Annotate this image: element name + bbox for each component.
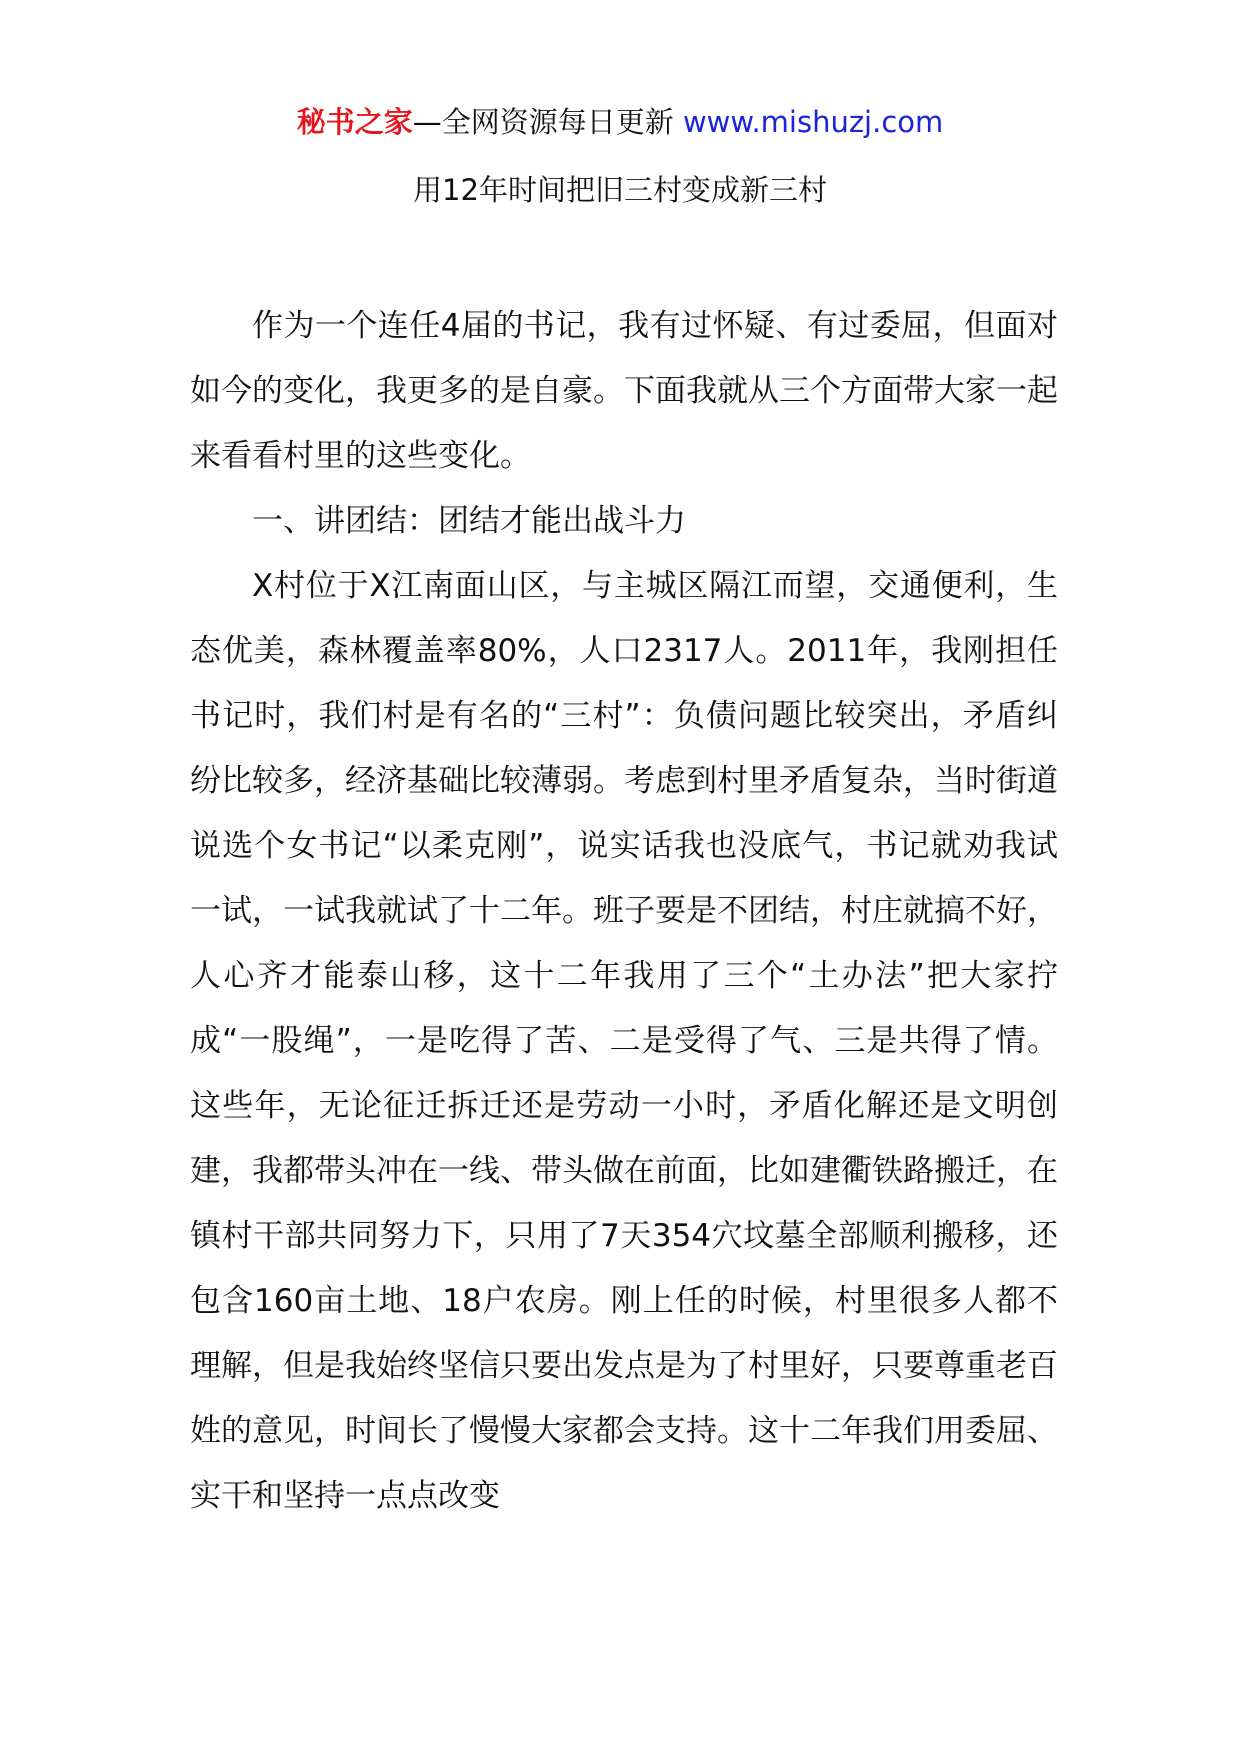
section-heading: 一、讲团结：团结才能出战斗力 bbox=[252, 503, 686, 539]
document-title: 用12年时间把旧三村变成新三村 bbox=[413, 173, 827, 207]
body-paragraph: X村位于X江南面山区，与主城区隔江而望，交通便利，生态优美，森林覆盖率80%，人口2317人。2011年，我刚担任书记时，我们村是有名的“三村”：负债问题比较突出，矛盾纠纷比较多，经济基础比较薄弱。考虑到村里矛盾复杂，当时街道说选个女书记“以柔克刚”，说实话我也没底气，书记就劝我试一试，一试我就试了十二年。班子要是不团结，村庄就搞不好，人心齐才能泰山移，这十二年我用了三个“土办法”把大家拧成“一股绳”，一是吃得了苦、二是受得了气、三是共得了情。这些年，无论征迁拆迁还是劳动一小时，矛盾化解还是文明创建，我都带头冲在一线、带头做在前面，比如建衢铁路搬迁，在镇村干部共同努力下，只用了7天354穴坟墓全部顺利搬移，还包含160亩土地、18户农房。刚上任的时候，村里很多人都不理解，但是我始终坚信只要出发点是为了村里好，只要尊重老百姓的意见，时间长了慢慢大家都会支持。这十二年我们用委屈、实干和坚持一点点改变 bbox=[190, 568, 1058, 1514]
site-header bbox=[0, 102, 1240, 142]
brand-name: 秘书之家 bbox=[296, 105, 413, 139]
header-tagline: —全网资源每日更新 bbox=[412, 105, 674, 139]
site-url-link[interactable]: www.mishuzj.com bbox=[682, 105, 944, 139]
document-body bbox=[190, 294, 1058, 1529]
intro-paragraph: 作为一个连任4届的书记，我有过怀疑、有过委屈，但面对如今的变化，我更多的是自豪。下面我就从三个方面带大家一起来看看村里的这些变化。 bbox=[190, 308, 1058, 474]
